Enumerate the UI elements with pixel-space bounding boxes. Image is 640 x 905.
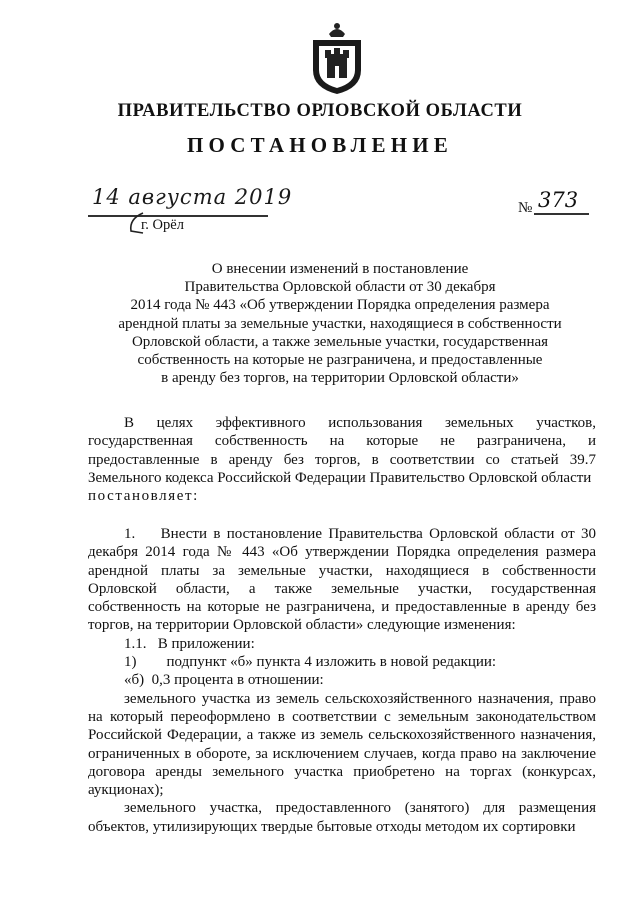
paragraph-agricultural-land: земельного участка из земель сельскохозяйственного назначения, право на который переоформлено в соответствии с земельным законодательством Российской Федерации, а также из земель сельскохозяйственного назначения, ограниченных в обороте, за исключением случаев, когда право на заключение договора аренды земельного участка приобретено на торгах (конкурсах, аукционах); [88,690,596,799]
title-line: О внесении изменений в постановление [211,261,469,277]
title-line: арендной платы за земельные участки, находящиеся в собственности [118,315,562,332]
coat-of-arms-icon [307,20,367,96]
quote-b: «б) 0,3 процента в отношении: [124,672,324,689]
preamble-paragraph: В целях эффективного использования земельных участков, государственная собственность на которые не разграничена, и предоставленные в аренду без торгов, в соответствии со статьей 39.7 Земельного кодекса Российской Федерации Правительство Орловской области [88,415,596,486]
city: г. Орёл [141,217,184,233]
title-line: собственность на которые не разграничена, и предоставленные [137,352,543,369]
preamble-block [88,414,596,505]
title-line: в аренду без торгов, на территории Орловской области» [161,370,519,387]
document-type: ПОСТАНОВЛЕНИЕ [186,133,454,157]
resolves-word: постановляет: [88,488,199,505]
handwritten-date: 14 августа 2019 [92,185,293,209]
title-line: 2014 года № 443 «Об утверждении Порядка определения размера [130,297,550,314]
number-label: № [518,200,533,216]
document-title [70,260,610,387]
main-body [88,525,596,836]
number-underline [534,213,589,215]
title-line: Правительства Орловской области от 30 декабря [184,279,496,296]
handwritten-number: 373 [538,188,579,212]
subitem-1: 1) подпункт «б» пункта 4 изложить в новой редакции: [124,654,497,671]
item-1: 1. Внести в постановление Правительства Орловской области от 30 декабря 2014 года № 443 «Об утверждении Порядка определения размера арендной платы за земельные участки, находящиеся в собственности Орловской области, а также земельные участки, государственная собственность на которые не разграничена, и предоставленные в аренду без торгов, на территории Орловской области» следующие изменения: [88,526,596,634]
paragraph-waste-facilities: земельного участка, предоставленного (занятого) для размещения объектов, утилизирующих твердые бытовые отходы методом их сортировки [88,800,596,835]
title-line: Орловской области, а также земельные участки, государственная [131,333,549,350]
government-name: ПРАВИТЕЛЬСТВО ОРЛОВСКОЙ ОБЛАСТИ [117,101,523,121]
item-1-1: 1.1. В приложении: [124,635,255,652]
